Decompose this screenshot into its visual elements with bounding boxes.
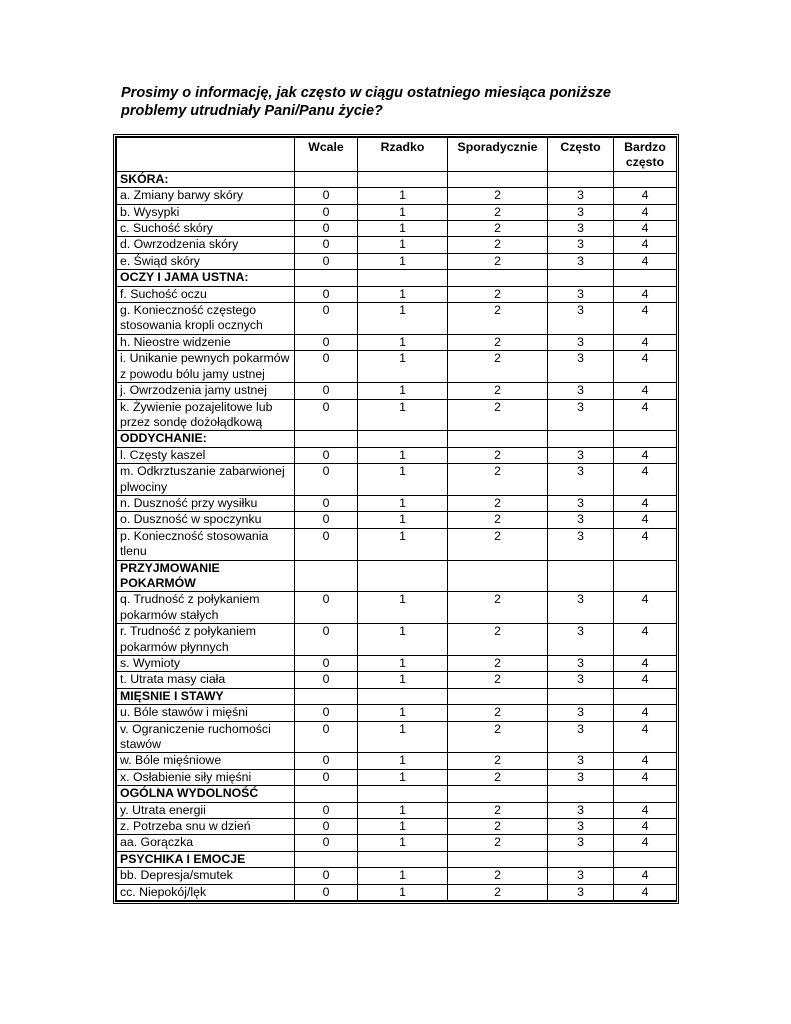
score-option-3[interactable]: 3 — [548, 464, 614, 496]
section-row — [117, 851, 677, 867]
table-row — [117, 512, 677, 528]
score-option-3[interactable]: 3 — [548, 753, 614, 769]
header-sporadycznie: Sporadycznie — [448, 138, 548, 172]
score-option-4[interactable]: 4 — [614, 237, 677, 253]
score-option-3[interactable]: 3 — [548, 624, 614, 656]
symptom-label: l. Częsty kaszel — [117, 447, 295, 463]
symptom-label: a. Zmiany barwy skóry — [117, 188, 295, 204]
score-option-1[interactable]: 1 — [358, 721, 448, 753]
score-option-2[interactable]: 2 — [448, 253, 548, 269]
score-option-4[interactable]: 4 — [614, 303, 677, 335]
table-row — [117, 286, 677, 302]
score-option-3[interactable]: 3 — [548, 237, 614, 253]
score-option-4[interactable]: 4 — [614, 334, 677, 350]
score-option-2[interactable]: 2 — [448, 286, 548, 302]
score-option-1[interactable]: 1 — [358, 884, 448, 900]
score-option-4[interactable]: 4 — [614, 656, 677, 672]
table-row — [117, 383, 677, 399]
section-empty-cell — [448, 270, 548, 286]
score-option-2[interactable]: 2 — [448, 705, 548, 721]
score-option-4[interactable]: 4 — [614, 672, 677, 688]
symptom-label: k. Żywienie pozajelitowe lub przez sondę dożołądkową — [117, 399, 295, 431]
score-option-1[interactable]: 1 — [358, 253, 448, 269]
symptom-label: c. Suchość skóry — [117, 221, 295, 237]
section-empty-cell — [614, 851, 677, 867]
header-symptom — [117, 138, 295, 172]
score-option-3[interactable]: 3 — [548, 286, 614, 302]
instruction-line-1: Prosimy o informację, jak często w ciągu ostatniego miesiąca poniższe — [121, 85, 611, 101]
score-option-2[interactable]: 2 — [448, 237, 548, 253]
section-empty-cell — [614, 171, 677, 187]
score-option-0[interactable]: 0 — [295, 512, 358, 528]
score-option-0[interactable]: 0 — [295, 447, 358, 463]
score-option-4[interactable]: 4 — [614, 721, 677, 753]
section-row — [117, 560, 677, 592]
table-row — [117, 253, 677, 269]
section-title: ODDYCHANIE: — [117, 431, 295, 447]
symptom-label: w. Bóle mięśniowe — [117, 753, 295, 769]
section-row — [117, 688, 677, 704]
score-option-1[interactable]: 1 — [358, 383, 448, 399]
score-option-1[interactable]: 1 — [358, 753, 448, 769]
score-option-2[interactable]: 2 — [448, 464, 548, 496]
header-bardzo-czesto — [614, 138, 677, 172]
section-empty-cell — [548, 560, 614, 592]
score-option-0[interactable]: 0 — [295, 188, 358, 204]
score-option-1[interactable]: 1 — [358, 286, 448, 302]
symptom-label: p. Konieczność stosowania tlenu — [117, 528, 295, 560]
section-empty-cell — [358, 786, 448, 802]
score-option-4[interactable]: 4 — [614, 351, 677, 383]
score-option-4[interactable]: 4 — [614, 868, 677, 884]
score-option-2[interactable]: 2 — [448, 334, 548, 350]
score-option-3[interactable]: 3 — [548, 221, 614, 237]
score-option-3[interactable]: 3 — [548, 769, 614, 785]
score-option-0[interactable]: 0 — [295, 592, 358, 624]
symptom-label: x. Osłabienie siły mięśni — [117, 769, 295, 785]
score-option-1[interactable]: 1 — [358, 447, 448, 463]
symptom-label: bb. Depresja/smutek — [117, 868, 295, 884]
score-option-4[interactable]: 4 — [614, 447, 677, 463]
score-option-0[interactable]: 0 — [295, 351, 358, 383]
header-czesto: Często — [548, 138, 614, 172]
score-option-4[interactable]: 4 — [614, 221, 677, 237]
score-option-1[interactable]: 1 — [358, 351, 448, 383]
score-option-2[interactable]: 2 — [448, 447, 548, 463]
symptom-label: i. Unikanie pewnych pokarmów z powodu bólu jamy ustnej — [117, 351, 295, 383]
symptom-label: g. Konieczność częstego stosowania kropli ocznych — [117, 303, 295, 335]
score-option-2[interactable]: 2 — [448, 303, 548, 335]
section-title: PRZYJMOWANIE POKARMÓW — [117, 560, 295, 592]
score-option-1[interactable]: 1 — [358, 656, 448, 672]
section-empty-cell — [295, 431, 358, 447]
section-row — [117, 431, 677, 447]
table-row — [117, 884, 677, 900]
score-option-3[interactable]: 3 — [548, 884, 614, 900]
section-empty-cell — [295, 270, 358, 286]
score-option-2[interactable]: 2 — [448, 528, 548, 560]
header-wcale: Wcale — [295, 138, 358, 172]
section-empty-cell — [614, 431, 677, 447]
section-empty-cell — [448, 431, 548, 447]
symptom-label: r. Trudność z połykaniem pokarmów płynnych — [117, 624, 295, 656]
table-row — [117, 721, 677, 753]
questionnaire-instruction — [121, 84, 681, 120]
score-option-2[interactable]: 2 — [448, 592, 548, 624]
score-option-3[interactable]: 3 — [548, 188, 614, 204]
score-option-3[interactable]: 3 — [548, 802, 614, 818]
table-row — [117, 802, 677, 818]
score-option-3[interactable]: 3 — [548, 399, 614, 431]
table-row — [117, 819, 677, 835]
score-option-4[interactable]: 4 — [614, 624, 677, 656]
score-option-1[interactable]: 1 — [358, 528, 448, 560]
score-option-4[interactable]: 4 — [614, 464, 677, 496]
score-option-0[interactable]: 0 — [295, 286, 358, 302]
table-row — [117, 188, 677, 204]
score-option-0[interactable]: 0 — [295, 204, 358, 220]
score-option-2[interactable]: 2 — [448, 802, 548, 818]
symptom-label: o. Duszność w spoczynku — [117, 512, 295, 528]
score-option-0[interactable]: 0 — [295, 868, 358, 884]
score-option-0[interactable]: 0 — [295, 884, 358, 900]
symptom-label: m. Odkrztuszanie zabarwionej plwociny — [117, 464, 295, 496]
header-czesto-word: często — [625, 155, 665, 170]
score-option-2[interactable]: 2 — [448, 204, 548, 220]
score-option-0[interactable]: 0 — [295, 303, 358, 335]
section-title: PSYCHIKA I EMOCJE — [117, 851, 295, 867]
score-option-4[interactable]: 4 — [614, 253, 677, 269]
score-option-4[interactable]: 4 — [614, 884, 677, 900]
section-empty-cell — [614, 270, 677, 286]
symptom-label: f. Suchość oczu — [117, 286, 295, 302]
section-empty-cell — [448, 688, 548, 704]
section-empty-cell — [614, 688, 677, 704]
symptom-label: t. Utrata masy ciała — [117, 672, 295, 688]
score-option-2[interactable]: 2 — [448, 512, 548, 528]
score-option-3[interactable]: 3 — [548, 721, 614, 753]
table-row — [117, 303, 677, 335]
score-option-1[interactable]: 1 — [358, 221, 448, 237]
section-title: MIĘSNIE I STAWY — [117, 688, 295, 704]
section-empty-cell — [358, 560, 448, 592]
score-option-1[interactable]: 1 — [358, 303, 448, 335]
score-option-4[interactable]: 4 — [614, 188, 677, 204]
score-option-0[interactable]: 0 — [295, 399, 358, 431]
score-option-0[interactable]: 0 — [295, 656, 358, 672]
score-option-4[interactable]: 4 — [614, 835, 677, 851]
score-option-1[interactable]: 1 — [358, 204, 448, 220]
score-option-3[interactable]: 3 — [548, 334, 614, 350]
section-empty-cell — [548, 270, 614, 286]
score-option-4[interactable]: 4 — [614, 769, 677, 785]
score-option-3[interactable]: 3 — [548, 705, 614, 721]
score-option-2[interactable]: 2 — [448, 884, 548, 900]
score-option-1[interactable]: 1 — [358, 512, 448, 528]
table-row — [117, 204, 677, 220]
score-option-4[interactable]: 4 — [614, 802, 677, 818]
score-option-4[interactable]: 4 — [614, 495, 677, 511]
score-option-0[interactable]: 0 — [295, 769, 358, 785]
section-empty-cell — [614, 786, 677, 802]
table-row — [117, 592, 677, 624]
score-option-3[interactable]: 3 — [548, 495, 614, 511]
score-option-3[interactable]: 3 — [548, 592, 614, 624]
score-option-2[interactable]: 2 — [448, 624, 548, 656]
header-bardzo-word: Bardzo — [624, 140, 666, 154]
symptom-label: z. Potrzeba snu w dzień — [117, 819, 295, 835]
symptom-label: d. Owrzodzenia skóry — [117, 237, 295, 253]
symptom-frequency-table — [116, 137, 677, 901]
section-title: SKÓRA: — [117, 171, 295, 187]
score-option-4[interactable]: 4 — [614, 512, 677, 528]
score-option-0[interactable]: 0 — [295, 528, 358, 560]
section-empty-cell — [448, 171, 548, 187]
table-body — [117, 171, 677, 900]
score-option-0[interactable]: 0 — [295, 705, 358, 721]
symptom-label: aa. Gorączka — [117, 835, 295, 851]
table-row — [117, 399, 677, 431]
score-option-2[interactable]: 2 — [448, 835, 548, 851]
score-option-1[interactable]: 1 — [358, 464, 448, 496]
score-option-3[interactable]: 3 — [548, 253, 614, 269]
score-option-0[interactable]: 0 — [295, 334, 358, 350]
section-empty-cell — [614, 560, 677, 592]
symptom-label: n. Duszność przy wysiłku — [117, 495, 295, 511]
symptom-label: u. Bóle stawów i mięśni — [117, 705, 295, 721]
table-row — [117, 221, 677, 237]
symptom-frequency-table-frame — [113, 134, 679, 904]
score-option-0[interactable]: 0 — [295, 624, 358, 656]
symptom-label: b. Wysypki — [117, 204, 295, 220]
instruction-line-2: problemy utrudniały Pani/Panu życie? — [121, 103, 383, 119]
table-row — [117, 868, 677, 884]
score-option-4[interactable]: 4 — [614, 592, 677, 624]
section-row — [117, 171, 677, 187]
score-option-2[interactable]: 2 — [448, 351, 548, 383]
table-row — [117, 769, 677, 785]
score-option-0[interactable]: 0 — [295, 753, 358, 769]
table-row — [117, 835, 677, 851]
section-empty-cell — [448, 560, 548, 592]
score-option-2[interactable]: 2 — [448, 672, 548, 688]
score-option-4[interactable]: 4 — [614, 819, 677, 835]
score-option-4[interactable]: 4 — [614, 753, 677, 769]
symptom-label: v. Ograniczenie ruchomości stawów — [117, 721, 295, 753]
score-option-4[interactable]: 4 — [614, 528, 677, 560]
score-option-3[interactable]: 3 — [548, 868, 614, 884]
score-option-2[interactable]: 2 — [448, 656, 548, 672]
score-option-3[interactable]: 3 — [548, 835, 614, 851]
score-option-2[interactable]: 2 — [448, 188, 548, 204]
score-option-1[interactable]: 1 — [358, 237, 448, 253]
score-option-1[interactable]: 1 — [358, 624, 448, 656]
score-option-4[interactable]: 4 — [614, 204, 677, 220]
score-option-2[interactable]: 2 — [448, 868, 548, 884]
score-option-1[interactable]: 1 — [358, 672, 448, 688]
score-option-2[interactable]: 2 — [448, 753, 548, 769]
score-option-0[interactable]: 0 — [295, 495, 358, 511]
section-empty-cell — [358, 171, 448, 187]
section-empty-cell — [358, 431, 448, 447]
score-option-3[interactable]: 3 — [548, 303, 614, 335]
section-row — [117, 786, 677, 802]
section-empty-cell — [548, 851, 614, 867]
score-option-1[interactable]: 1 — [358, 495, 448, 511]
section-empty-cell — [295, 171, 358, 187]
table-row — [117, 495, 677, 511]
header-rzadko: Rzadko — [358, 138, 448, 172]
score-option-2[interactable]: 2 — [448, 819, 548, 835]
score-option-3[interactable]: 3 — [548, 528, 614, 560]
section-row — [117, 270, 677, 286]
score-option-0[interactable]: 0 — [295, 221, 358, 237]
section-empty-cell — [358, 851, 448, 867]
score-option-1[interactable]: 1 — [358, 819, 448, 835]
table-row — [117, 705, 677, 721]
table-row — [117, 656, 677, 672]
symptom-label: y. Utrata energii — [117, 802, 295, 818]
score-option-3[interactable]: 3 — [548, 204, 614, 220]
score-option-0[interactable]: 0 — [295, 237, 358, 253]
symptom-label: j. Owrzodzenia jamy ustnej — [117, 383, 295, 399]
section-empty-cell — [295, 688, 358, 704]
score-option-4[interactable]: 4 — [614, 705, 677, 721]
table-row — [117, 334, 677, 350]
section-empty-cell — [295, 786, 358, 802]
section-empty-cell — [358, 688, 448, 704]
score-option-0[interactable]: 0 — [295, 672, 358, 688]
score-option-1[interactable]: 1 — [358, 188, 448, 204]
table-row — [117, 237, 677, 253]
score-option-0[interactable]: 0 — [295, 721, 358, 753]
score-option-4[interactable]: 4 — [614, 399, 677, 431]
score-option-3[interactable]: 3 — [548, 383, 614, 399]
symptom-label: h. Nieostre widzenie — [117, 334, 295, 350]
score-option-0[interactable]: 0 — [295, 464, 358, 496]
section-empty-cell — [448, 851, 548, 867]
section-empty-cell — [548, 171, 614, 187]
symptom-label: q. Trudność z połykaniem pokarmów stałych — [117, 592, 295, 624]
score-option-0[interactable]: 0 — [295, 819, 358, 835]
symptom-label: e. Świąd skóry — [117, 253, 295, 269]
table-row — [117, 528, 677, 560]
section-title: OGÓLNA WYDOLNOŚĆ — [117, 786, 295, 802]
section-empty-cell — [295, 851, 358, 867]
header-row — [117, 138, 677, 172]
score-option-3[interactable]: 3 — [548, 656, 614, 672]
score-option-1[interactable]: 1 — [358, 334, 448, 350]
score-option-1[interactable]: 1 — [358, 802, 448, 818]
section-title: OCZY I JAMA USTNA: — [117, 270, 295, 286]
score-option-4[interactable]: 4 — [614, 286, 677, 302]
table-row — [117, 447, 677, 463]
table-row — [117, 624, 677, 656]
score-option-1[interactable]: 1 — [358, 399, 448, 431]
score-option-1[interactable]: 1 — [358, 868, 448, 884]
score-option-4[interactable]: 4 — [614, 383, 677, 399]
score-option-3[interactable]: 3 — [548, 819, 614, 835]
score-option-3[interactable]: 3 — [548, 447, 614, 463]
section-empty-cell — [548, 688, 614, 704]
score-option-2[interactable]: 2 — [448, 399, 548, 431]
section-empty-cell — [548, 431, 614, 447]
score-option-0[interactable]: 0 — [295, 253, 358, 269]
table-row — [117, 351, 677, 383]
section-empty-cell — [358, 270, 448, 286]
score-option-0[interactable]: 0 — [295, 383, 358, 399]
score-option-2[interactable]: 2 — [448, 221, 548, 237]
score-option-1[interactable]: 1 — [358, 769, 448, 785]
section-empty-cell — [448, 786, 548, 802]
score-option-3[interactable]: 3 — [548, 672, 614, 688]
score-option-0[interactable]: 0 — [295, 802, 358, 818]
section-empty-cell — [295, 560, 358, 592]
symptom-label: cc. Niepokój/lęk — [117, 884, 295, 900]
score-option-2[interactable]: 2 — [448, 769, 548, 785]
score-option-1[interactable]: 1 — [358, 705, 448, 721]
score-option-1[interactable]: 1 — [358, 835, 448, 851]
table-row — [117, 753, 677, 769]
table-row — [117, 672, 677, 688]
score-option-3[interactable]: 3 — [548, 512, 614, 528]
symptom-label: s. Wymioty — [117, 656, 295, 672]
score-option-2[interactable]: 2 — [448, 383, 548, 399]
score-option-2[interactable]: 2 — [448, 495, 548, 511]
section-empty-cell — [548, 786, 614, 802]
score-option-3[interactable]: 3 — [548, 351, 614, 383]
score-option-1[interactable]: 1 — [358, 592, 448, 624]
score-option-0[interactable]: 0 — [295, 835, 358, 851]
table-row — [117, 464, 677, 496]
score-option-2[interactable]: 2 — [448, 721, 548, 753]
